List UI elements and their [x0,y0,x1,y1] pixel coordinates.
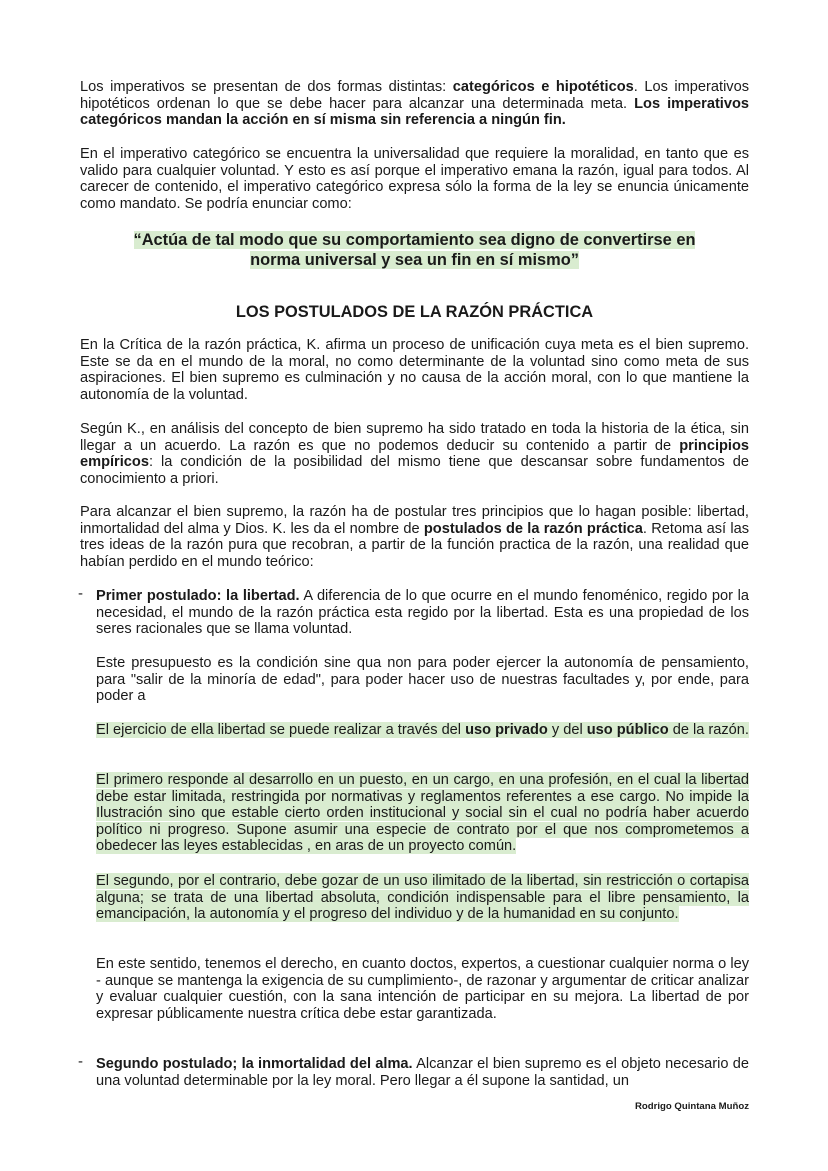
bullet-first-postulate [96,588,749,638]
postulate-title: Primer postulado: la libertad. [96,588,300,604]
text-run: Para alcanzar el bien supremo, la razón ha de postular tres principios que lo hagan posible: libertad, inmortalidad del alma y Dios. K. les da el nombre de [80,504,749,537]
text-run: Los imperativos se presentan de dos formas distintas: [80,79,453,95]
text-run: . Los imperativos hipotéticos ordenan lo que se debe hacer para alcanzar una determinada meta. [80,79,750,112]
bold-term: Los imperativos categóricos mandan la acción en sí misma sin referencia a ningún fin. [80,95,750,129]
paragraph-critique: En la Crítica de la razón práctica, K. afirma un proceso de unificación cuya meta es el bien supremo. Este se da en el mundo de la moral, no como determinante de la voluntad sino como meta de sus aspiraciones. El bien supremo es culminación y no causa de la acción moral, con lo que mantiene la autonomía de la voluntad. [80,337,749,403]
highlighted-text: El segundo, por el contrario, debe gozar de un uso ilimitado de la libertad, sin restricción o cortapisa alguna; se trata de una libertad absoluta, condición indispensable para el libre pensamiento, la emancipación, la autonomía y el progreso del individuo y de la humanidad en su conjunto. [96,873,749,923]
bold-term: uso público [586,722,669,738]
bullet-dash: - [78,585,83,602]
text-run: y del [547,722,587,738]
paragraph-supreme-good [80,421,749,487]
paragraph-uso-publico [96,873,749,923]
text-run: de la razón. [668,722,749,738]
bold-term: principios empíricos [80,437,749,471]
paragraph-uso-privado-publico [96,722,749,739]
quote-line-1: “Actúa de tal modo que su comportamiento sea digno de convertirse en [133,231,696,249]
postulate-title: Segundo postulado; la inmortalidad del alma. [96,1056,413,1072]
paragraph-postulates [80,504,749,570]
paragraph-sine-qua-non: Este presupuesto es la condición sine qua non para poder ejercer la autonomía de pensamiento, para "salir de la minoría de edad", para poder hacer uso de nuestras facultades y, por ende, para poder a [96,655,749,705]
kant-quote [80,230,749,270]
text-run: . Retoma así las tres ideas de la razón pura que recobran, a partir de la función practica de la razón, una realidad que habían perdido en el mundo teórico: [80,520,749,570]
paragraph-derecho: En este sentido, tenemos el derecho, en cuanto doctos, expertos, a cuestionar cualquier norma o ley - aunque se mantenga la exigencia de su cumplimiento-, de razonar y argumentar de criticar analizar y evaluar cualquier cuestión, con la sana intención de participar en su mejora. La libertad de por expresar públicamente nuestra crítica debe estar garantizada. [96,956,749,1022]
bold-term: postulados de la razón práctica [423,520,643,537]
text-run: Alcanzar el bien supremo es el objeto necesario de una voluntad determinable por la ley moral. Pero llegar a él supone la santidad, un [96,1056,749,1089]
highlighted-text: El primero responde al desarrollo en un puesto, en un cargo, en una profesión, en el cual la libertad debe estar limitada, restringida por normativas y reglamentos referentes a ese cargo. No impide la Ilustración sino que estable cierto orden institucional y social sin el cual no podría haber acuerdo político ni progreso. Supone asumir una especie de contrato por el que nos comprometemos a obedecer las leyes establecidas , en aras de un proyecto común. [96,772,749,855]
paragraph-categorical: En el imperativo categórico se encuentra la universalidad que requiere la moralidad, en tanto que es valido para cualquier voluntad. Y esto es así porque el imperativo emana la razón, igual para todos. Al carecer de contenido, el imperativo categórico expresa sólo la forma de la ley se enuncia únicamente como mandato. Se podría enunciar como: [80,146,749,212]
bullet-second-postulate [96,1056,749,1089]
text-run: El ejercicio de ella libertad se puede realizar a través del [96,722,466,738]
quote-line-2: norma universal y sea un fin en sí mismo” [250,251,579,269]
section-heading: LOS POSTULADOS DE LA RAZÓN PRÁCTICA [235,303,594,321]
bold-term: categóricos e hipotéticos [452,79,634,95]
text-run: : la condición de la posibilidad del mismo tiene que descansar sobre fundamentos de conocimiento a priori. [80,454,749,487]
author-footer: Rodrigo Quintana Muñoz [634,1101,749,1112]
text-run: Según K., en análisis del concepto de bien supremo ha sido tratado en toda la historia de la ética, sin llegar a un acuerdo. La razón es que no podemos deducir su contenido a partir de [80,421,749,454]
paragraph-uso-privado [96,772,749,855]
bold-term: uso privado [465,722,548,738]
paragraph-imperatives [80,79,749,129]
text-run: A diferencia de lo que ocurre en el mundo fenoménico, regido por la necesidad, el mundo de la razón práctica esta regido por la libertad. Esta es una propiedad de los seres racionales que se llama voluntad. [96,588,749,638]
bullet-dash: - [78,1053,83,1070]
